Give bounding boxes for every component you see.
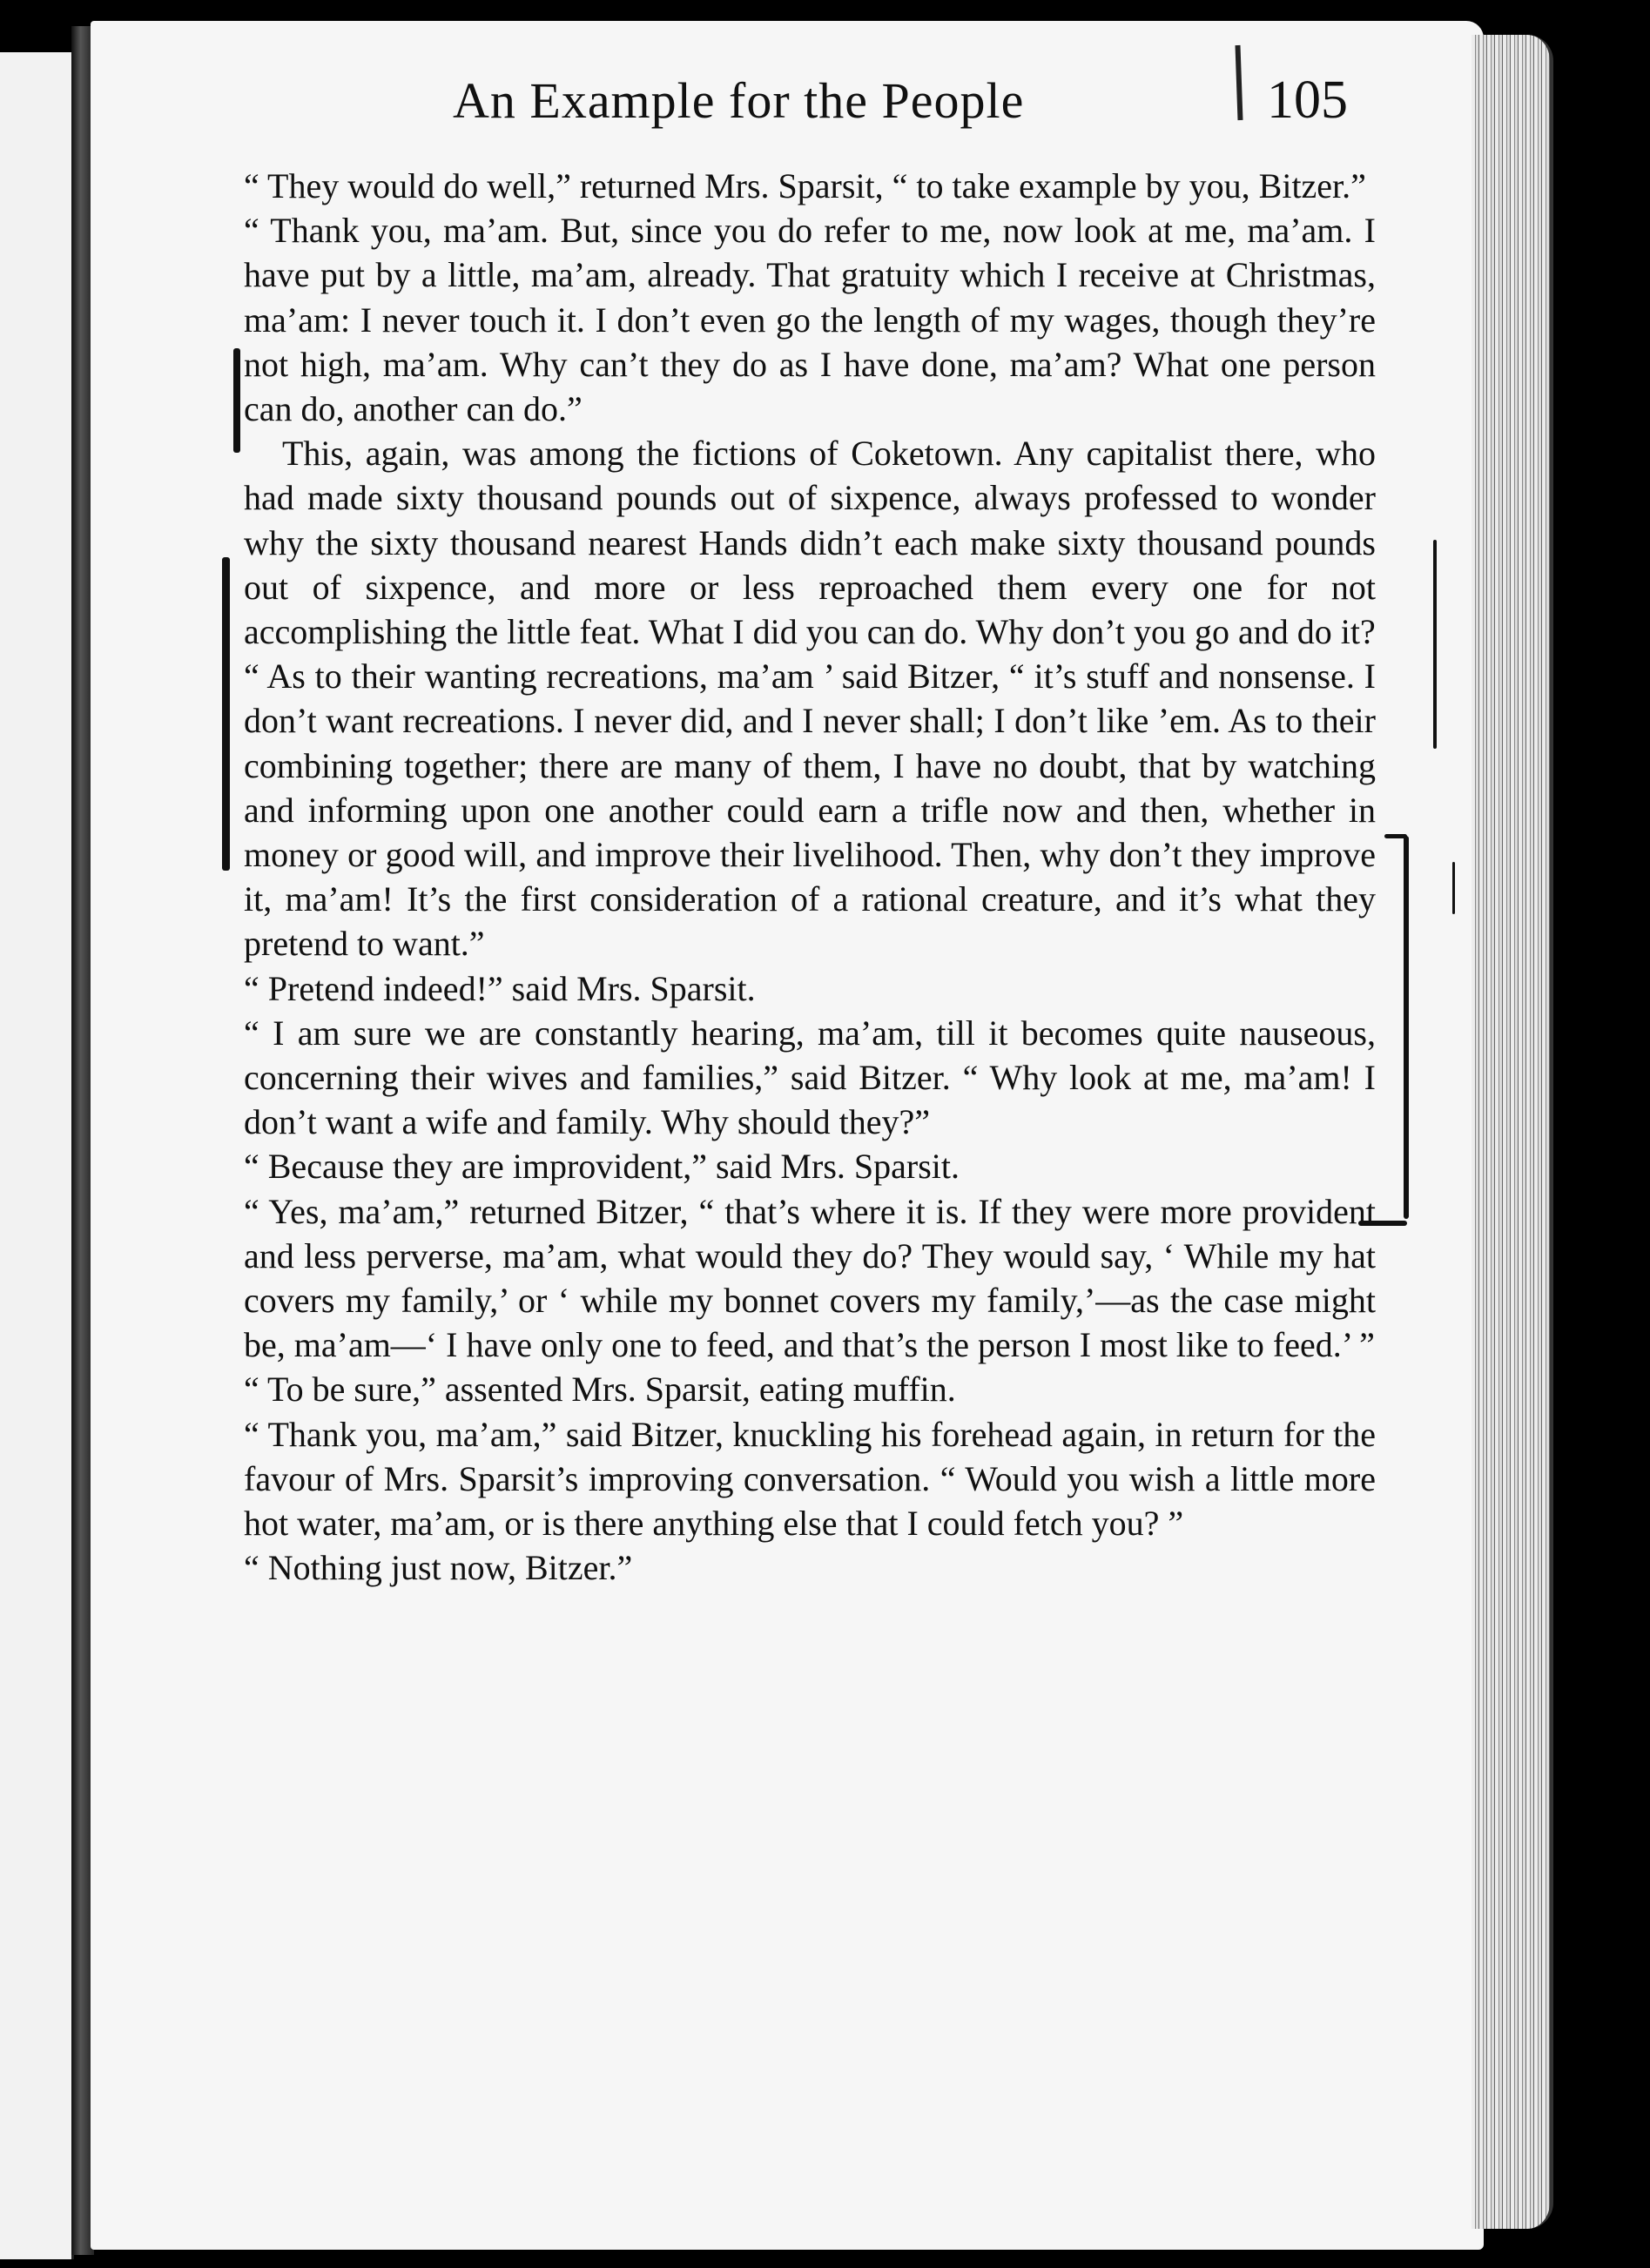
pencil-bracket-left-main <box>222 557 230 871</box>
paragraph-10: “ Thank you, ma’am,” said Bitzer, knuckling his forehead again, in return for the favour of Mrs. Sparsit’s improving conversation. “ Would you wish a little more hot water, ma’am, or is there anything else that I could fetch you? ” <box>244 1414 1376 1544</box>
facing-page-edge <box>0 52 74 2259</box>
paragraph-7: “ Because they are improvident,” said Mrs. Sparsit. <box>244 1147 960 1187</box>
paragraph-9: “ To be sure,” assented Mrs. Sparsit, eating muffin. <box>244 1370 956 1410</box>
pencil-bracket-right-main <box>1404 836 1409 1219</box>
pencil-bracket-right-upper <box>1433 540 1437 749</box>
page-header <box>435 61 1393 148</box>
running-title: An Example for the People <box>453 72 1025 129</box>
paragraph-1: “ They would do well,” returned Mrs. Sparsit, “ to take example by you, Bitzer.” <box>244 166 1366 205</box>
page-fore-edge <box>1472 35 1553 2229</box>
paragraph-2: “ Thank you, ma’am. But, since you do refer to me, now look at me, ma’am. I have put by a little, ma’am, already. That gratuity which I receive at Christmas, ma’am: I never touch it. I don’t even go the length of my wages, though they’re not high, ma’am. Why can’t they do as I have done, ma’am? What one person can do, another can do.” <box>244 211 1376 429</box>
paragraph-3: This, again, was among the fictions of Coketown. Any capitalist there, who had made sixty thousand pounds out of sixpence, always professed to wonder why the sixty thousand nearest Hands didn’t each make sixty thousand pounds out of sixpence, and more or less reproached them every one for not accomplishing the little feat. What I did you can do. Why don’t you go and do it? <box>244 434 1376 652</box>
paragraph-11: “ Nothing just now, Bitzer.” <box>244 1548 633 1588</box>
pencil-bracket-right-top-hook <box>1384 834 1407 838</box>
pencil-bracket-left-upper <box>233 348 240 453</box>
paragraph-6: “ I am sure we are constantly hearing, ma’am, till it becomes quite nauseous, concerning their wives and families,” said Bitzer. “ Why look at me, ma’am! I don’t want a wife and family. Why should they?” <box>244 1013 1376 1142</box>
paragraph-5: “ Pretend indeed!” said Mrs. Sparsit. <box>244 968 756 1008</box>
body-text <box>244 164 1376 1591</box>
pencil-margin-line <box>1452 862 1455 914</box>
paragraph-4: “ As to their wanting recreations, ma’am ’ said Bitzer, “ it’s stuff and nonsense. I don’t want recreations. I never did, and I never shall; I don’t like ’em. As to their combining together; there are many of them, I have no doubt, that by watching and informing upon one another could earn a trifle now and then, whether in money or good will, and improve their livelihood. Then, why don’t they improve it, ma’am! It’s the first consideration of a rational creature, and it’s what they pretend to want.” <box>244 656 1376 964</box>
page-number: 105 <box>1267 71 1348 130</box>
paragraph-8: “ Yes, ma’am,” returned Bitzer, “ that’s where it is. If they were more provident and less perverse, ma’am, what would they do? They would say, ‘ While my hat covers my family,’ or ‘ while my bonnet covers my family,’—as the case might be, ma’am—‘ I have only one to feed, and that’s the person I most like to feed.’ ” <box>244 1191 1376 1365</box>
